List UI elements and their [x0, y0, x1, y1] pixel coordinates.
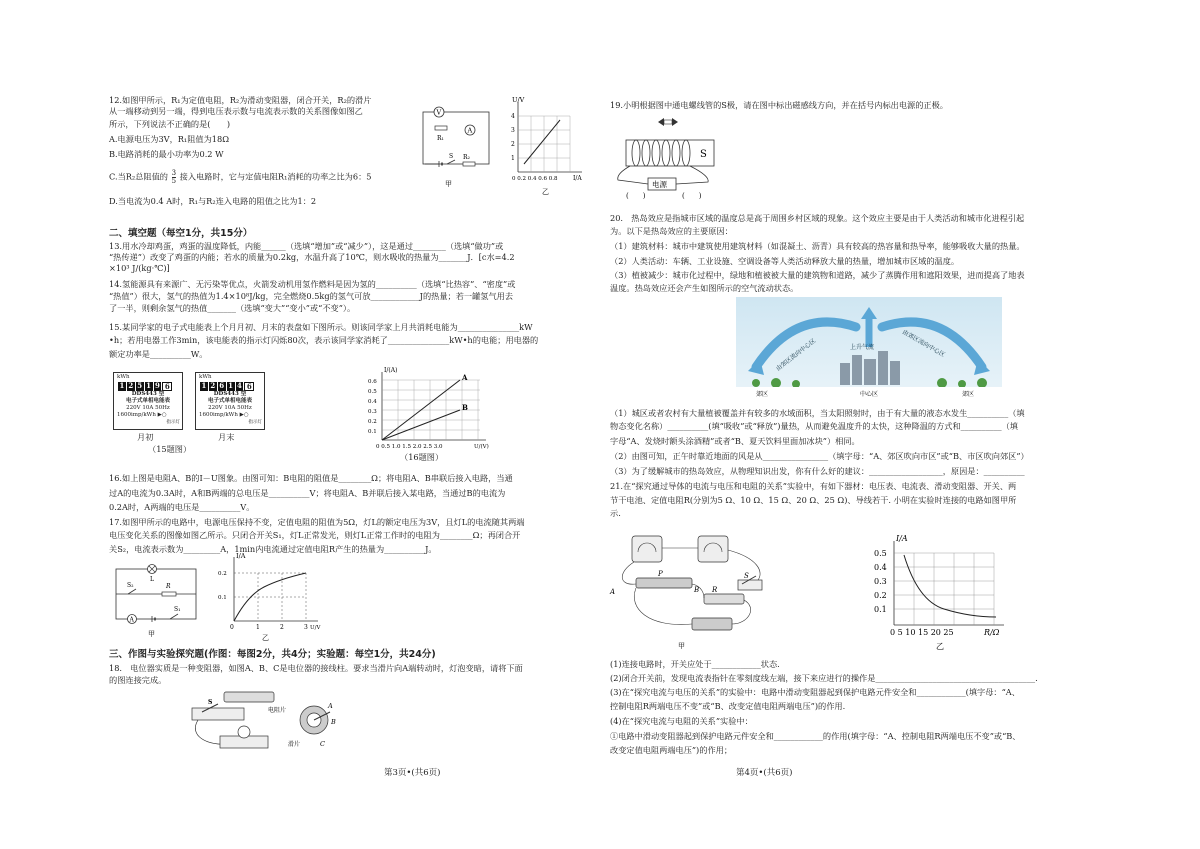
q20-line3: （1）建筑材料：城市中建筑使用建筑材料（如混凝土、沥青）具有较高的热容量和热导率，能够吸收大量的热量。	[610, 241, 1025, 251]
svg-text:R₂: R₂	[463, 154, 470, 161]
q18-line2: 的图连接完成。	[109, 675, 167, 685]
q21-sub-line5: (4)在“探究电流与电阻的关系”实验中：	[610, 716, 753, 726]
q12-option-b: B.电路消耗的最小功率为0.2 W	[109, 149, 224, 159]
q15-line3: 额定功率是__________W。	[109, 349, 208, 359]
q12-line2: 从一端移动到另一端，得到电压表示数与电流表示数的关系图像如图乙	[109, 106, 363, 116]
q18-potentiometer-figure	[188, 686, 360, 754]
svg-text:0.1: 0.1	[218, 595, 227, 601]
svg-text:0 0.5 1.0 1.5 2.0 2.5 3.0: 0 0.5 1.0 1.5 2.0 2.5 3.0	[376, 444, 443, 450]
q21-sub-line2: (2)闭合开关前，发现电流表指针在零刻度线左端，接下来应进行的操作是_______________________________________.	[610, 673, 1038, 683]
resistor-r	[704, 594, 744, 604]
q20-sub-line2: 物态变化名称）__________(填“吸收”或“释放”)量热，从而避免温度升的太快，这种降温的方式和__________（填	[610, 421, 1018, 431]
svg-text:( ): ( )	[626, 192, 646, 200]
q13-line3: ×10³ J/(kg·℃)]	[109, 263, 170, 273]
svg-text:I/A: I/A	[896, 534, 908, 543]
q16-iu-graph	[358, 366, 498, 456]
svg-text:U/V: U/V	[310, 625, 321, 631]
battery-icon	[692, 618, 732, 630]
svg-text:0.5: 0.5	[874, 549, 887, 558]
svg-text:A: A	[467, 126, 473, 135]
q21-sub-line6: ①电路中滑动变阻器起到保护电路元件安全和____________的作用(填字母：“A、控制电阻R两端电压不变”或“B、	[610, 731, 1021, 741]
energy-meter-start: kWh 1 2 5 1 9 6 DDS443 型 电子式单相电能表 220V 10A 50Hz 1600imp/kWh ▶○ 指示灯	[113, 372, 183, 430]
line-b	[382, 410, 460, 440]
q17-line2: 电压变化关系的图像如图乙所示。只闭合开关S₁，灯L正常发光，则灯L正常工作时的电阻为________Ω；再闭合开	[109, 530, 521, 540]
q17-circuit-diagram	[110, 557, 202, 639]
svg-text:V: V	[436, 108, 442, 117]
resistor-r1	[435, 126, 447, 130]
battery-icon	[224, 692, 274, 702]
svg-text:I/(A): I/(A)	[384, 367, 398, 374]
section-3-heading: 三、作图与实验探究题(作图：每图2分，共4分；实验题：每空1分，共24分)	[109, 649, 436, 660]
meter-digits: 1 2 6 1 4 6	[200, 382, 260, 391]
q17-line1: 17.如图甲所示的电路中，电源电压保持不变，定值电阻的阻值为5Ω，灯L的额定电压为3V，且灯L的电流随其两端	[109, 517, 525, 527]
q17-line3: 关S₂，电流表示数为_________A，1min内电流通过定值电阻R产生的热量为__________J。	[109, 544, 437, 554]
q14-line3: 了一半，则剩余氢气的热值_______（选填“变大”“变小”或“不变”）。	[109, 303, 356, 313]
q20-line1: 20. 热岛效应是指城市区域的温度总是高于周围乡村区域的现象。这个效应主要是由于人类活动和城市化进程引起	[610, 213, 1025, 223]
svg-text:0 5 10 15 20 25: 0 5 10 15 20 25	[890, 628, 954, 637]
q20-line6: 温度。热岛效应还会产生如图所示的空气流动状态。	[610, 283, 799, 293]
q19-text: 19.小明根据图中通电螺线管的S极，请在图中标出磁感线方向，并在括号内标出电源的正极。	[610, 100, 948, 110]
q20-sub-line4: （2）由图可知，正午时靠近地面的风是从________________（填字母：“A、郊区吹向市区”或“B、市区吹向郊区”）	[610, 451, 1029, 461]
fig15-caption: （15题图）	[148, 444, 192, 454]
svg-text:0.2: 0.2	[874, 591, 887, 600]
rheostat-icon	[636, 578, 692, 588]
svg-text:0.6: 0.6	[368, 379, 377, 385]
right-page	[600, 0, 1200, 849]
q13-line2: “热传递”）改变了鸡蛋的内能；若水的质量为0.2kg，水温升高了10℃，则水吸收的热量为_______J．[c水=4.2	[109, 252, 515, 262]
svg-text:A: A	[462, 373, 468, 382]
svg-text:乙: 乙	[262, 634, 269, 642]
q21-ir-graph	[864, 533, 1014, 655]
q16-line2: 过A的电流为0.3A时，A和B两端的总电压是__________V；将电阻A、B并联后接入某电路，当通过B的电流为	[109, 488, 506, 498]
q14-line1: 14.氢能源具有来源广、无污染等优点，火箭发动机用氢作燃料是因为氢的__________（选填“比热容”、“密度”或	[109, 279, 516, 289]
svg-text:乙: 乙	[542, 188, 549, 196]
svg-text:0.2: 0.2	[368, 419, 377, 425]
resistor-r2	[463, 162, 475, 166]
meter-digits: 1 2 5 1 9 6	[118, 382, 178, 391]
svg-text:4: 4	[511, 113, 515, 120]
svg-text:B: B	[462, 403, 468, 412]
svg-text:S₂: S₂	[127, 582, 134, 589]
svg-text:上升气流: 上升气流	[850, 344, 875, 351]
svg-text:S: S	[700, 149, 707, 160]
svg-text:电阻片: 电阻片	[268, 707, 287, 714]
svg-text:郊区: 郊区	[962, 391, 975, 398]
svg-text:0: 0	[230, 624, 234, 631]
svg-text:U/(V): U/(V)	[474, 444, 489, 450]
q12-option-a: A.电源电压为3V，R₁阻值为18Ω	[109, 134, 229, 144]
q15-line2: •h；若用电器工作3min，该电能表的指示灯闪烁80次，表示该同学家消耗了_______________kW•h的电能；用电器的	[109, 335, 539, 345]
meter-end-caption: 月末	[218, 432, 235, 442]
q12-ui-graph	[500, 94, 590, 200]
svg-text:0.3: 0.3	[368, 409, 377, 415]
q13-line1: 13.用水冷却鸡蛋，鸡蛋的温度降低，内能______（选填“增加”或“减少”），这是通过________（选填“做功”或	[109, 241, 504, 251]
svg-text:郊区: 郊区	[756, 391, 769, 398]
svg-text:甲: 甲	[445, 180, 452, 188]
svg-text:U/V: U/V	[512, 96, 525, 104]
svg-text:B: B	[694, 586, 700, 594]
svg-text:2: 2	[511, 141, 515, 148]
svg-text:R: R	[166, 583, 171, 590]
resistor-r	[162, 592, 176, 596]
voltmeter-icon	[632, 536, 662, 562]
q16-line1: 16.如上图是电阻A、B的I－U图象。由图可知：B电阻的阻值是________Ω；将电阻A、B串联后接入电路，当通	[109, 473, 513, 483]
section-2-heading: 二、填空题（每空1分，共15分）	[109, 228, 253, 239]
compass-needle-icon	[664, 120, 672, 124]
q20-line2: 为。以下是热岛效应的主要原因：	[610, 226, 733, 236]
q12-line3: 所示，下列说法不正确的是( )	[109, 119, 231, 129]
svg-text:R/Ω: R/Ω	[984, 628, 1000, 637]
svg-text:0.1: 0.1	[368, 429, 377, 435]
svg-text:A: A	[328, 702, 333, 710]
switch-s1-icon	[170, 614, 178, 619]
q17-iu-graph	[214, 551, 324, 643]
svg-text:C: C	[320, 740, 325, 748]
switch-base	[738, 580, 762, 590]
svg-text:2: 2	[280, 624, 284, 631]
q19-solenoid-figure	[610, 112, 720, 202]
q20-sub-line3: 字母“A、发烧时额头涂酒精”或者“B、夏天饮料里面加冰块”）相同。	[610, 436, 860, 446]
svg-text:0.3: 0.3	[874, 577, 887, 586]
q21-line3: 示.	[610, 508, 621, 518]
q12-line1: 12.如图甲所示，R₁为定值电阻，R₂为滑动变阻器，闭合开关，R₂的滑片	[109, 95, 372, 105]
q12-circuit-diagram	[415, 104, 495, 194]
svg-text:3: 3	[304, 624, 308, 631]
q20-heat-island-figure	[736, 297, 1002, 399]
svg-text:R: R	[712, 586, 718, 594]
page-footer-right: 第4页•(共6页)	[736, 768, 793, 778]
switch-base	[192, 708, 244, 720]
svg-text:滑片: 滑片	[288, 741, 301, 748]
q21-sub-line7: 改变定值电阻两端电压”)的作用；	[610, 745, 733, 755]
svg-text:中心区: 中心区	[860, 391, 879, 398]
svg-text:S: S	[744, 572, 749, 580]
q20-line5: （3）植被减少：城市化过程中，绿地和植被被大量的建筑物和道路，减少了蒸腾作用和遮阳效果，进而提高了地表	[610, 270, 1025, 280]
q20-sub-line1: （1）城区或者农村有大量植被覆盖并有较多的水域面积，当太阳照射时，由于有大量的液态水发生__________（填	[610, 408, 1025, 418]
svg-text:0.5: 0.5	[368, 389, 377, 395]
svg-text:I/A: I/A	[236, 552, 246, 560]
svg-text:3: 3	[511, 127, 515, 134]
fraction-num: 3	[171, 169, 177, 177]
q21-line2: 节干电池、定值电阻R(分别为5 Ω、10 Ω、15 Ω、20 Ω、25 Ω)、导线若干. 小明在实验时连接的电路如图甲所	[610, 495, 1017, 505]
ammeter-icon	[698, 536, 728, 562]
svg-text:甲: 甲	[148, 630, 155, 638]
switch-icon	[447, 160, 455, 164]
q18-line1: 18. 电位器实质是一种变阻器，如图A、B、C是电位器的接线柱。要求当滑片向A端转动时，灯泡变暗，请将下面	[109, 663, 523, 673]
q21-sub-line4: 控制电阻R两端电压不变”或“B、改变定值电阻两端电压”)的作用.	[610, 701, 846, 711]
q21-experiment-figure	[608, 528, 788, 650]
q21-sub-line3: (3)在“探究电流与电压的关系”的实验中：电路中滑动变阻器起到保护电路元件安全和____________(填字母：“A、	[610, 687, 1020, 697]
svg-text:0.1: 0.1	[874, 605, 887, 614]
svg-text:R₁: R₁	[437, 135, 444, 142]
svg-text:A: A	[129, 616, 134, 624]
q20-sub-line5: （3）为了缓解城市的热岛效应，从物理知识出发，你有什么好的建议：__________________，原因是：__________	[610, 466, 1025, 476]
svg-text:P: P	[658, 570, 663, 578]
q15-line1: 15.某同学家的电子式电能表上个月月初、月末的表盘如下图所示。则该同学家上月共消耗电能为_______________kW	[109, 322, 533, 332]
svg-text:0 0.2 0.4 0.6 0.8: 0 0.2 0.4 0.6 0.8	[512, 176, 558, 182]
q12-option-d: D.当电流为0.4 A时，R₁与R₂连入电路的阻值之比为1：2	[109, 196, 317, 206]
q20-line4: （2）人类活动：车辆、工业设施、空调设备等人类活动释放大量的热量，增加城市区域的温度。	[610, 256, 960, 266]
svg-text:0.4: 0.4	[368, 399, 377, 405]
svg-text:S: S	[208, 699, 213, 706]
svg-text:L: L	[150, 576, 154, 583]
svg-text:S: S	[449, 153, 454, 160]
meter-start-caption: 月初	[137, 432, 154, 442]
svg-text:由郊区流向中心区: 由郊区流向中心区	[901, 328, 947, 359]
q21-sub-line1: (1)连接电路时，开关应处于____________状态.	[610, 659, 780, 669]
svg-text:0.2: 0.2	[218, 571, 227, 577]
fig16-caption: （16题图）	[400, 452, 444, 462]
svg-text:甲: 甲	[678, 642, 685, 650]
svg-text:B: B	[331, 718, 336, 726]
svg-text:1: 1	[256, 624, 260, 631]
q21-line1: 21.在“探究通过导体的电流与电压和电阻的关系”实验中，有如下器材：电压表、电流表、滑动变阻器、开关、两	[610, 481, 1017, 491]
q16-line3: 0.2A时，A两端的电压是__________V。	[109, 502, 255, 512]
q14-line2: “热值”）很大，氢气的热值为1.4×10⁸J/kg，完全燃烧0.5kg的氢气可放____________J的热量；若一罐氢气用去	[109, 291, 514, 301]
svg-text:S₁: S₁	[174, 606, 181, 613]
svg-text:由郊区流向中心区: 由郊区流向中心区	[774, 337, 818, 373]
svg-text:1: 1	[511, 155, 515, 162]
svg-text:乙: 乙	[936, 642, 944, 651]
switch-s2-icon	[128, 589, 136, 594]
bulb-icon	[238, 726, 250, 738]
svg-text:I/A: I/A	[573, 175, 582, 182]
svg-text:A: A	[610, 588, 616, 596]
svg-text:0.4: 0.4	[874, 563, 887, 572]
fraction-den: 5	[171, 177, 177, 185]
q12-option-c: C.当R₂总阻值的 $\frac{3}{5}$ 接入电路时，它与定值电阻R₁消耗的功率之比为6：5	[109, 169, 372, 185]
svg-text:电源: 电源	[652, 180, 667, 189]
svg-text:( ): ( )	[682, 192, 702, 200]
energy-meter-end: kWh 1 2 6 1 4 6 DDS443 型 电子式单相电能表 220V 10A 50Hz 1600imp/kWh ▶○ 指示灯	[195, 372, 265, 430]
page-footer-left: 第3页•(共6页)	[384, 768, 441, 778]
